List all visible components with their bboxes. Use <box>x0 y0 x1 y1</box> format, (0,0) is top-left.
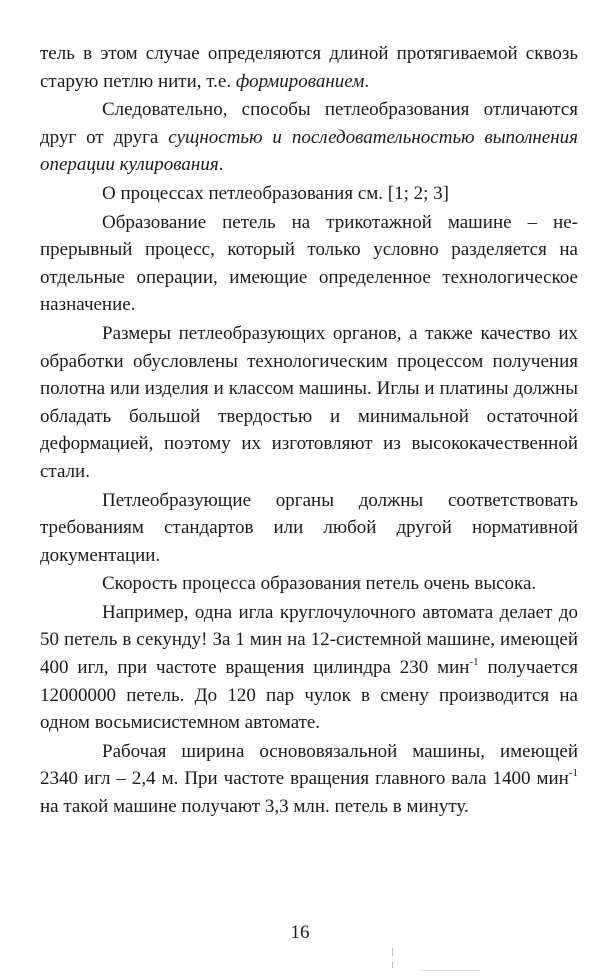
paragraph <box>40 180 578 208</box>
paragraph <box>40 96 578 179</box>
text-run: Например, одна игла круглочулочного автомата делает до 50 петель в секунду! За 1 мин на 12-системной машине, имеющей 400 игл, при частоте вращения цилиндра 230 мин <box>40 601 578 679</box>
scan-speck <box>420 970 480 971</box>
paragraph <box>40 320 578 486</box>
page-body <box>40 40 578 821</box>
scan-speck <box>392 962 393 968</box>
paragraph <box>40 599 578 737</box>
text-run: на такой машине получают 3,3 млн. петель в минуту. <box>40 796 469 818</box>
text-run: . <box>218 154 224 176</box>
page-number: 16 <box>290 922 310 943</box>
text-run: Образование петель на трикотажной машине – непрерывный процесс, который только условно разделяется на отдельные операции, имеющие определенное технологическое назначение. <box>40 211 578 316</box>
paragraph <box>40 209 578 319</box>
superscript: -1 <box>469 656 479 669</box>
text-run: Скорость процесса образования петель очень высока. <box>102 573 537 595</box>
emphasis-text: сущностью и последовательностью выполнения операции кулирования <box>40 126 578 176</box>
text-run: Петлеобразующие органы должны соответствовать требованиям стандартов или любой другой нормативной документации. <box>40 489 578 566</box>
superscript: -1 <box>568 767 578 780</box>
text-run: тель в этом случае определяются длиной протягиваемой сквозь старую петлю нити, т.е. <box>40 43 578 92</box>
text-run: О процессах петлеобразования см. [1; 2; 3] <box>102 182 449 204</box>
paragraph <box>40 570 578 598</box>
text-run: получается 12000000 петель. До 120 пар чулок в смену производится на одном восьмисистемном автомате. <box>40 657 578 734</box>
paragraph <box>40 40 578 95</box>
emphasis-text: формированием <box>235 70 365 92</box>
paragraph <box>40 738 578 821</box>
text-run: Следовательно, способы петлеобразования отличаются друг от друга <box>40 99 578 148</box>
paragraph <box>40 487 578 570</box>
text-run: Рабочая ширина основовязальной машины, имеющей 2340 игл – 2,4 м. При частоте вращения главного вала 1400 мин <box>40 740 578 790</box>
text-run: . <box>364 70 370 92</box>
scan-speck <box>392 948 393 956</box>
text-run: Размеры петлеобразующих органов, а также качество их обработки обусловлены технологическим процессом получения полотна или изделия и классом машины. Иглы и платины должны обладать большой твердостью и минимальной остаточной деформацией, поэтому их изготовляют из высококачественной стали. <box>40 322 578 482</box>
